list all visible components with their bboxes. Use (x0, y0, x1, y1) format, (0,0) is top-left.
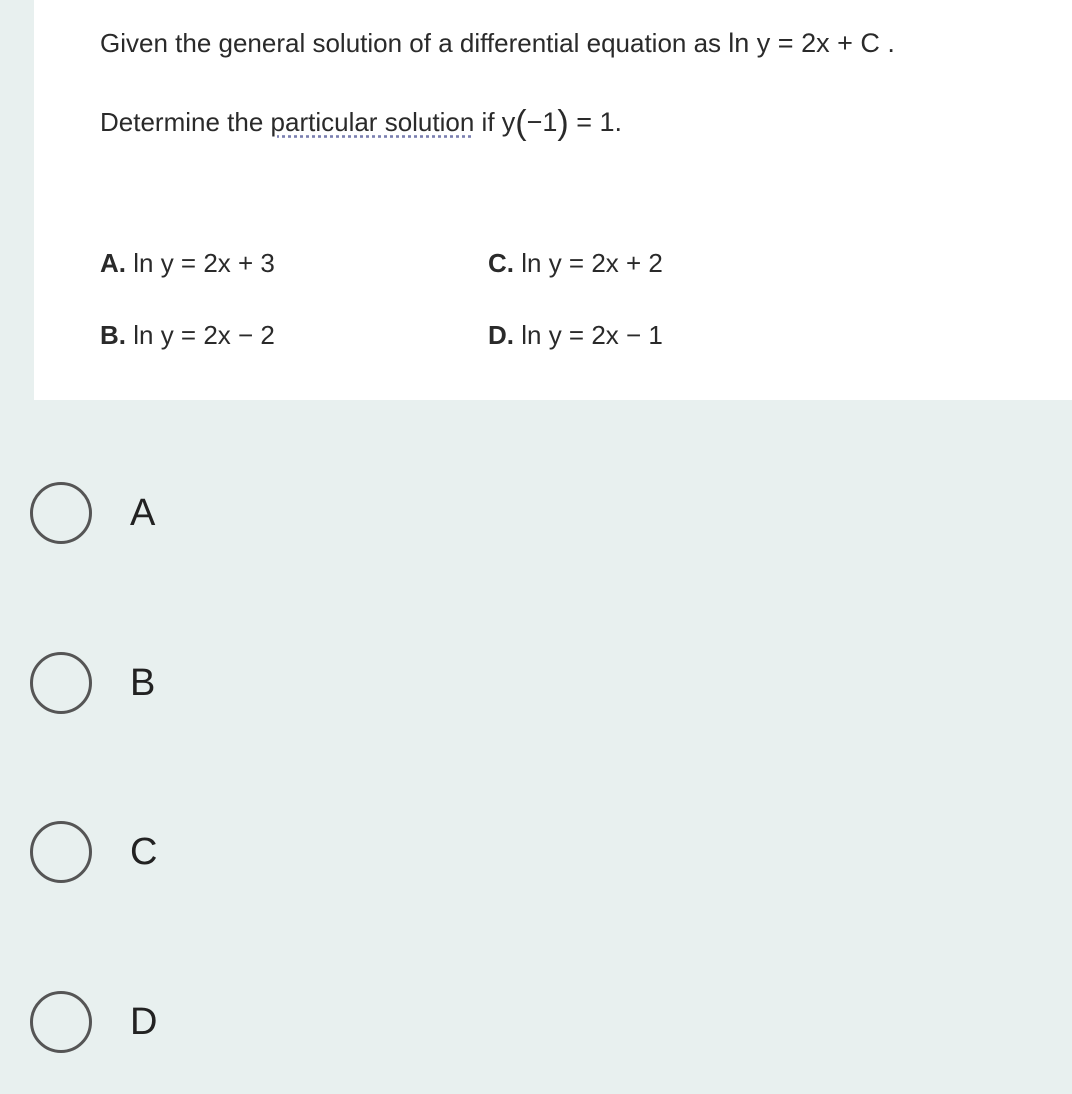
option-letter: A. (100, 248, 126, 278)
question-line-1 (100, 28, 895, 59)
initial-condition-y: y (501, 107, 516, 137)
answer-choice-c[interactable] (30, 817, 430, 887)
question-line-2 (100, 104, 622, 143)
option-equation: ln y = 2x − 1 (521, 320, 663, 350)
option-equation: ln y = 2x + 2 (521, 248, 663, 278)
initial-condition-close-paren: ) (557, 104, 569, 142)
option-d (488, 320, 663, 351)
option-b (100, 320, 275, 351)
option-letter: D. (488, 320, 514, 350)
answer-choice-label[interactable]: D (130, 1000, 158, 1043)
initial-condition-open-paren: ( (515, 104, 527, 142)
answer-choice-label[interactable]: B (130, 661, 156, 704)
option-c (488, 248, 663, 279)
radio-button-icon[interactable] (30, 991, 92, 1053)
option-equation: ln y = 2x − 2 (133, 320, 275, 350)
answer-choice-d[interactable] (30, 987, 430, 1057)
radio-button-icon[interactable] (30, 652, 92, 714)
answer-choice-label[interactable]: A (130, 491, 156, 534)
radio-button-icon[interactable] (30, 482, 92, 544)
question-underlined-term: particular solution (270, 107, 475, 137)
question-text: Given the general solution of a differential equation as (100, 28, 729, 58)
question-suffix: if (474, 107, 502, 137)
option-equation: ln y = 2x + 3 (133, 248, 275, 278)
initial-condition-rest: = 1. (568, 107, 623, 137)
option-letter: C. (488, 248, 514, 278)
radio-button-icon[interactable] (30, 821, 92, 883)
option-letter: B. (100, 320, 126, 350)
answer-choice-b[interactable] (30, 648, 430, 718)
initial-condition-arg: −1 (526, 107, 558, 137)
question-prefix: Determine the (100, 107, 271, 137)
answer-choice-a[interactable] (30, 478, 430, 548)
answer-choice-label[interactable]: C (130, 830, 158, 873)
option-a (100, 248, 275, 279)
general-solution-equation: ln y = 2x + C . (728, 28, 895, 58)
